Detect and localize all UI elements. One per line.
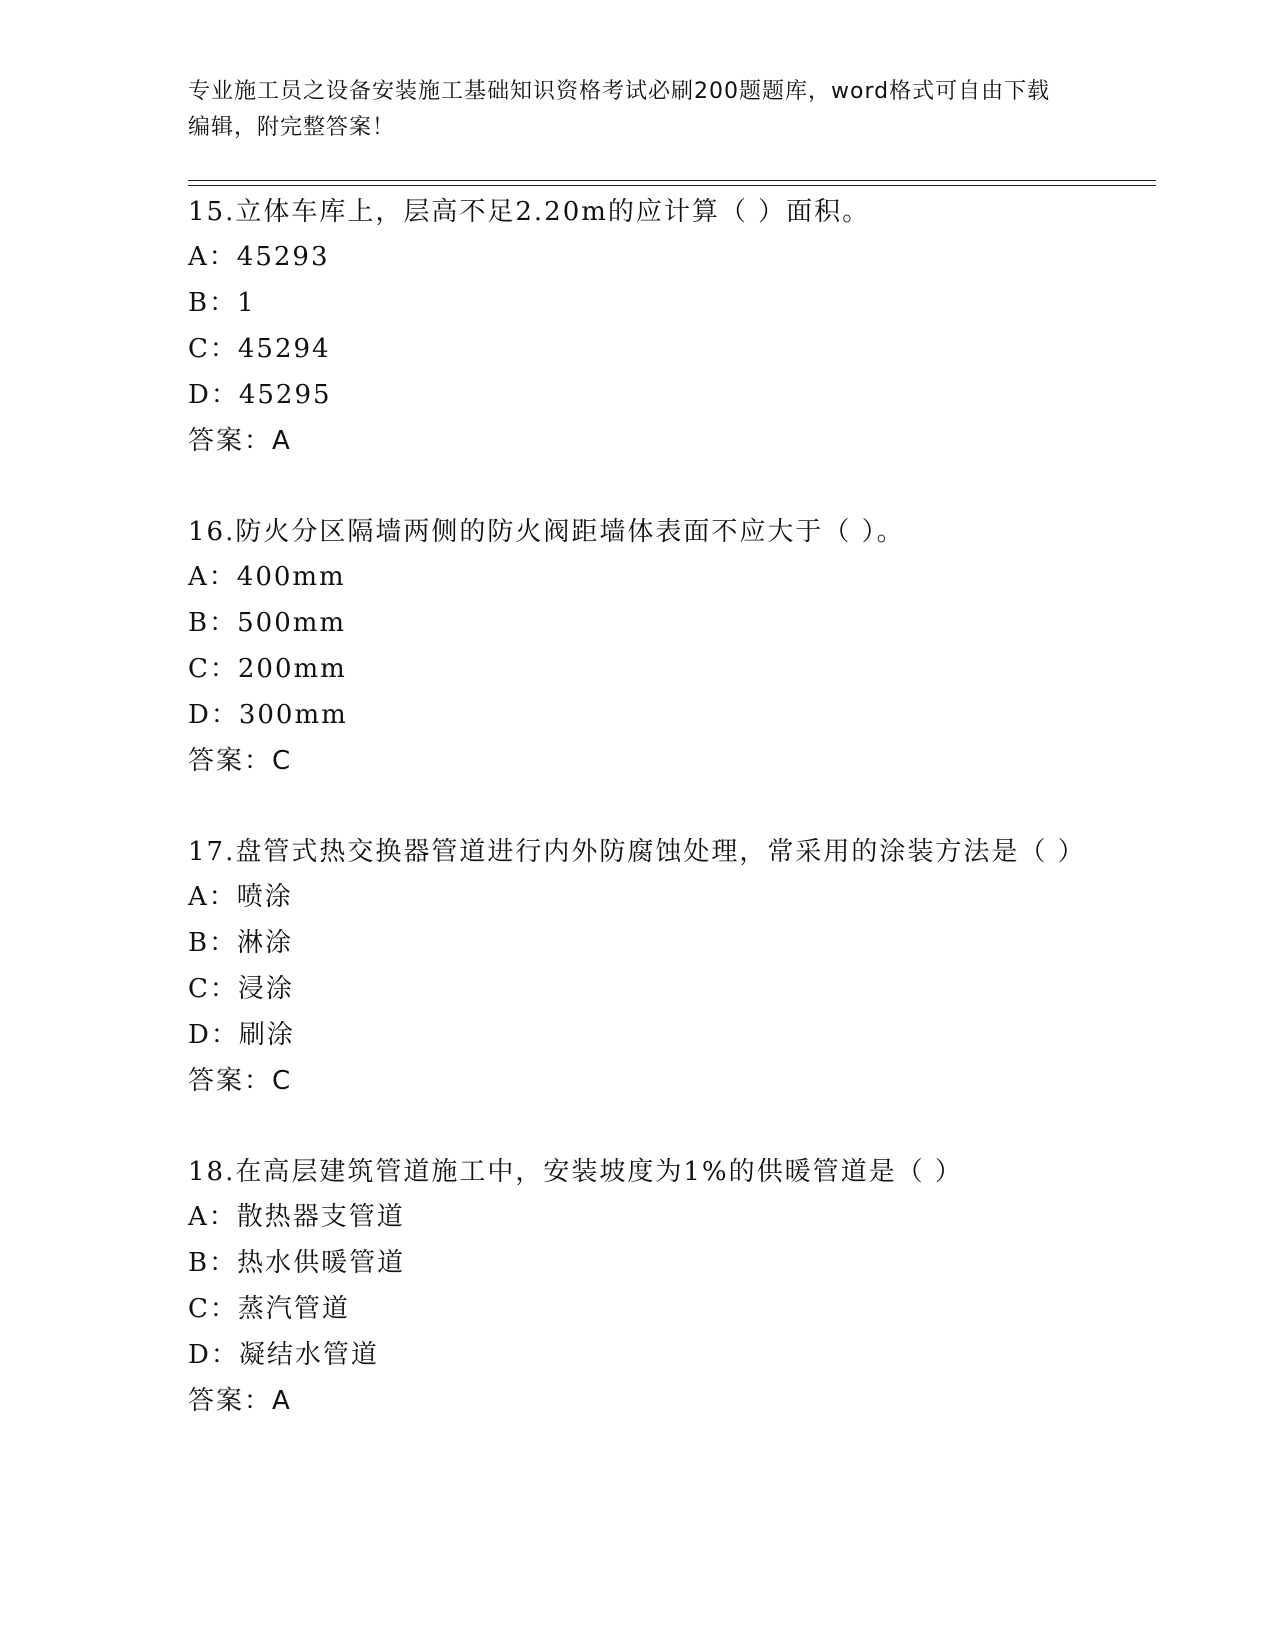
- question-18: [188, 1150, 1088, 1424]
- option-d: D：45295: [188, 380, 332, 410]
- option-a: A：喷涂: [188, 882, 293, 912]
- answer-line: 答案：A: [188, 426, 292, 456]
- option-b: B：淋涂: [188, 928, 294, 958]
- option-a: A：400mm: [188, 562, 346, 592]
- option-c: C：200mm: [188, 654, 347, 684]
- option-d: D：刷涂: [188, 1020, 295, 1050]
- question-15: [188, 190, 1088, 464]
- option-c: C：蒸汽管道: [188, 1294, 350, 1324]
- question-list: [188, 190, 1088, 1470]
- question-16: [188, 510, 1088, 784]
- answer-line: 答案：A: [188, 1386, 292, 1416]
- option-c: C：45294: [188, 334, 331, 364]
- option-b: B：500mm: [188, 608, 347, 638]
- question-text: 15.立体车库上，层高不足2.20m的应计算（ ）面积。: [188, 197, 871, 227]
- option-b: B：热水供暖管道: [188, 1248, 406, 1278]
- option-a: A：散热器支管道: [188, 1202, 405, 1232]
- question-text: 18.在高层建筑管道施工中，安装坡度为1%的供暖管道是（ ）: [188, 1157, 963, 1187]
- option-b: B：1: [188, 288, 256, 318]
- document-header: 专业施工员之设备安装施工基础知识资格考试必刷200题题库，word格式可自由下载编辑，附完整答案！: [188, 79, 1051, 140]
- answer-line: 答案：C: [188, 1066, 293, 1096]
- option-d: D：凝结水管道: [188, 1340, 379, 1370]
- header-divider-bottom: [188, 185, 1156, 186]
- option-d: D：300mm: [188, 700, 348, 730]
- header-divider-top: [188, 180, 1156, 181]
- question-text: 17.盘管式热交换器管道进行内外防腐蚀处理，常采用的涂装方法是（ ）: [188, 837, 1086, 867]
- option-a: A：45293: [188, 242, 330, 272]
- answer-line: 答案：C: [188, 746, 293, 776]
- question-text: 16.防火分区隔墙两侧的防火阀距墙体表面不应大于（ ）。: [188, 517, 905, 547]
- option-c: C：浸涂: [188, 974, 294, 1004]
- question-17: [188, 830, 1088, 1104]
